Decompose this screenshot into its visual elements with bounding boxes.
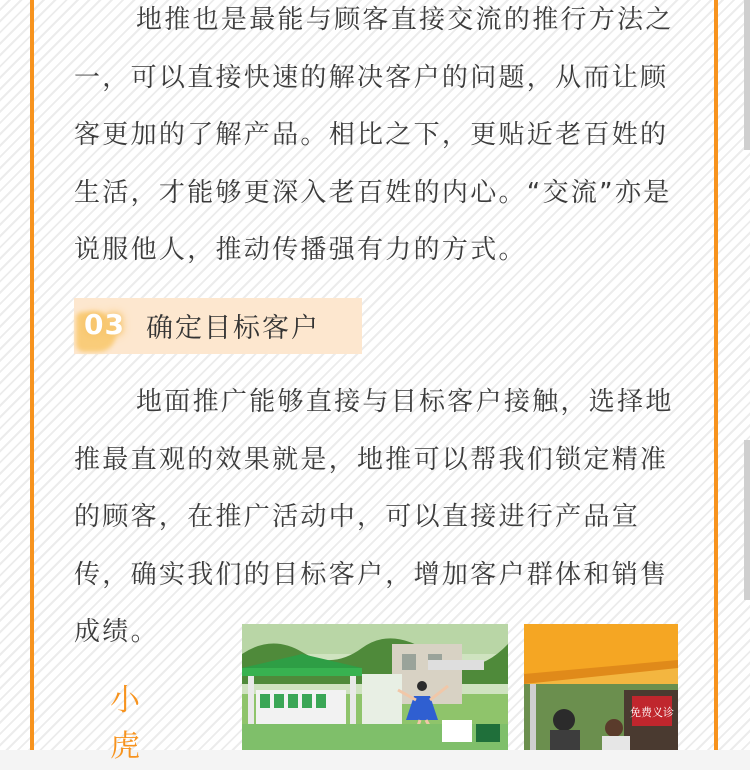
target-customer-paragraph: 地面推广能够直接与目标客户接触，选择地推最直观的效果就是，地推可以帮我们锁定精准的顾客，在推广活动中，可以直接进行产品宣传，确实我们的目标客户，增加客户群体和销售成绩。 (74, 387, 674, 647)
scrollbar-segment-middle (744, 440, 750, 600)
section-number: 03 (84, 308, 125, 341)
left-orange-border (30, 0, 34, 750)
intro-paragraph: 地推也是最能与顾客直接交流的推行方法之一，可以直接快速的解决客户的问题，从而让顾客更加的了解产品。相比之下，更贴近老百姓的生活，才能够更深入老百姓的内心。“交流”亦是说服他人，推动传播强有力的方式。 (74, 5, 674, 265)
event-photo-clinic (524, 624, 678, 750)
event-photo-tent (242, 624, 508, 750)
side-label: 小虎 (110, 683, 140, 764)
scrollbar-segment-top (744, 0, 750, 150)
section-title: 确定目标客户 (146, 313, 320, 344)
clinic-sign-text: 免费义诊 (630, 706, 674, 719)
right-orange-border (714, 0, 718, 750)
